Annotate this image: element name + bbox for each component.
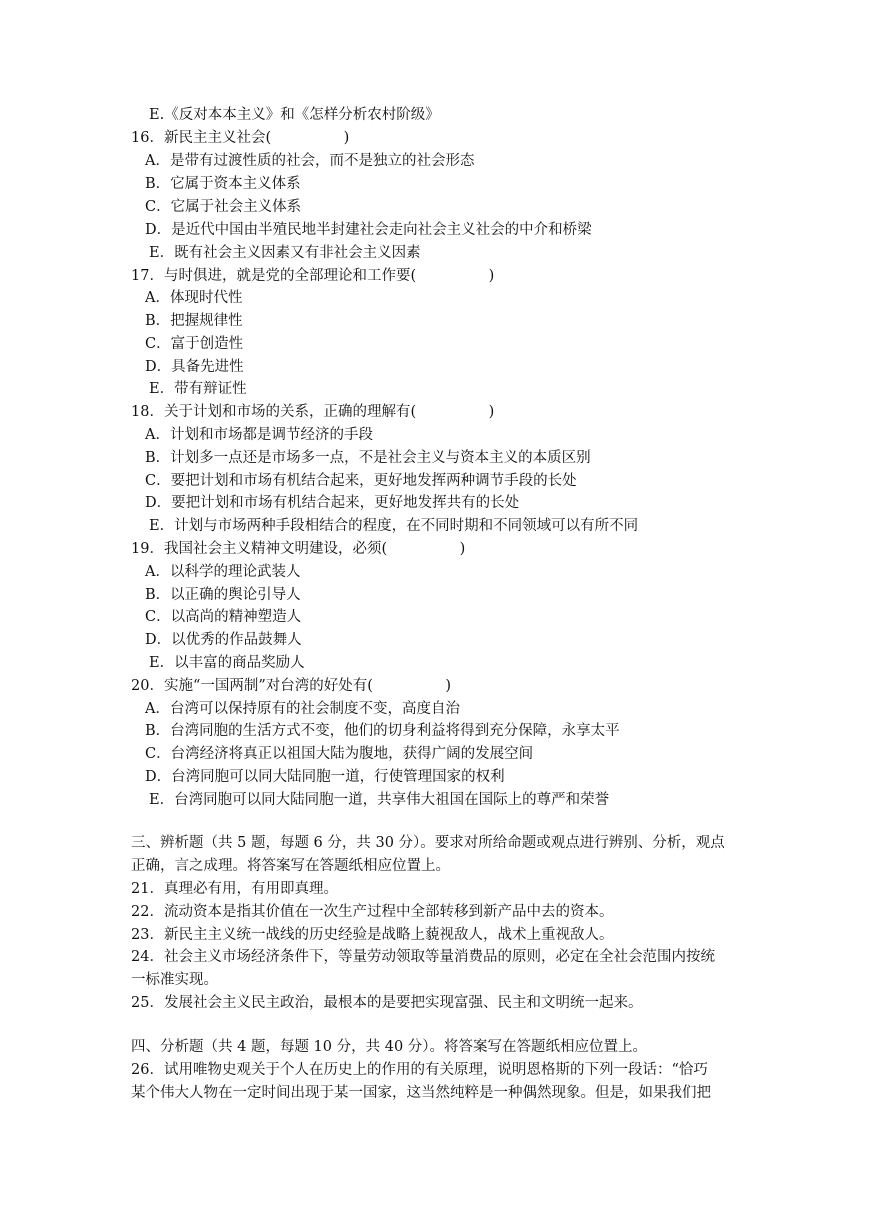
text-line: 19．我国社会主义精神文明建设，必须( ): [131, 541, 466, 557]
text-line: E．以丰富的商品奖励人: [149, 655, 305, 671]
text-line: E．台湾同胞可以同大陆同胞一道，共享伟大祖国在国际上的尊严和荣誉: [149, 792, 610, 808]
text-line: B．它属于资本主义体系: [145, 176, 301, 192]
text-line: E．计划与市场两种手段相结合的程度，在不同时期和不同领域可以有所不同: [149, 518, 639, 534]
text-line: D．是近代中国由半殖民地半封建社会走向社会主义社会的中介和桥梁: [145, 222, 592, 238]
text-line: 一标准实现。: [131, 972, 218, 988]
text-line: 21．真理必有用，有用即真理。: [131, 881, 338, 897]
text-line: B．台湾同胞的生活方式不变，他们的切身利益将得到充分保障，永享太平: [145, 723, 620, 739]
text-line: E．既有社会主义因素又有非社会主义因素: [149, 245, 421, 261]
text-line: A．计划和市场都是调节经济的手段: [145, 427, 373, 443]
text-line: B．以正确的舆论引导人: [145, 587, 301, 603]
text-line: 26．试用唯物史观关于个人在历史上的作用的有关原理，说明恩格斯的下列一段话：“恰巧: [131, 1062, 708, 1078]
text-line: D．具备先进性: [145, 359, 244, 375]
text-line: 23．新民主主义统一战线的历史经验是战略上藐视敌人，战术上重视敌人。: [131, 927, 614, 943]
text-line: C．要把计划和市场有机结合起来，更好地发挥两种调节手段的长处: [145, 473, 577, 489]
text-line: 某个伟大人物在一定时间出现于某一国家，这当然纯粹是一种偶然现象。但是，如果我们把: [131, 1085, 711, 1101]
text-line: D．要把计划和市场有机结合起来，更好地发挥共有的长处: [145, 495, 520, 511]
text-line: 四、分析题（共 4 题，每题 10 分，共 40 分）。将答案写在答题纸相应位置上。: [131, 1039, 648, 1055]
text-line: C．它属于社会主义体系: [145, 199, 302, 215]
text-line: A．是带有过渡性质的社会，而不是独立的社会形态: [145, 153, 475, 169]
text-line: A．台湾可以保持原有的社会制度不变，高度自治: [145, 701, 460, 717]
text-line: 16．新民主主义社会( ): [131, 130, 350, 146]
text-line: B．计划多一点还是市场多一点，不是社会主义与资本主义的本质区别: [145, 450, 591, 466]
text-line: D．台湾同胞可以同大陆同胞一道，行使管理国家的权利: [145, 769, 505, 785]
text-line: 20．实施“一国两制”对台湾的好处有( ): [131, 678, 452, 694]
text-line: 22．流动资本是指其价值在一次生产过程中全部转移到新产品中去的资本。: [131, 904, 614, 920]
text-line: 17．与时俱进，就是党的全部理论和工作要( ): [131, 268, 495, 284]
text-line: 三、辨析题（共 5 题，每题 6 分，共 30 分）。要求对所给命题或观点进行辨别、分析，观点: [131, 835, 725, 851]
text-line: D．以优秀的作品鼓舞人: [145, 632, 302, 648]
text-line: E．带有辩证性: [149, 381, 247, 397]
text-line: B．把握规律性: [145, 313, 243, 329]
text-line: A．体现时代性: [145, 290, 243, 306]
text-line: 25．发展社会主义民主政治，最根本的是要把实现富强、民主和文明统一起来。: [131, 995, 643, 1011]
text-line: C．台湾经济将真正以祖国大陆为腹地，获得广阔的发展空间: [145, 746, 534, 762]
text-line: 24．社会主义市场经济条件下，等量劳动领取等量消费品的原则，必定在全社会范围内按统: [131, 949, 715, 965]
text-line: C．富于创造性: [145, 336, 244, 352]
text-line: 18．关于计划和市场的关系，正确的理解有( ): [131, 404, 495, 420]
text-line: C．以高尚的精神塑造人: [145, 609, 302, 625]
text-line: 正确，言之成理。将答案写在答题纸相应位置上。: [131, 858, 450, 874]
text-line: A．以科学的理论武装人: [145, 564, 301, 580]
text-line: E.《反对本本主义》和《怎样分析农村阶级》: [149, 107, 440, 123]
